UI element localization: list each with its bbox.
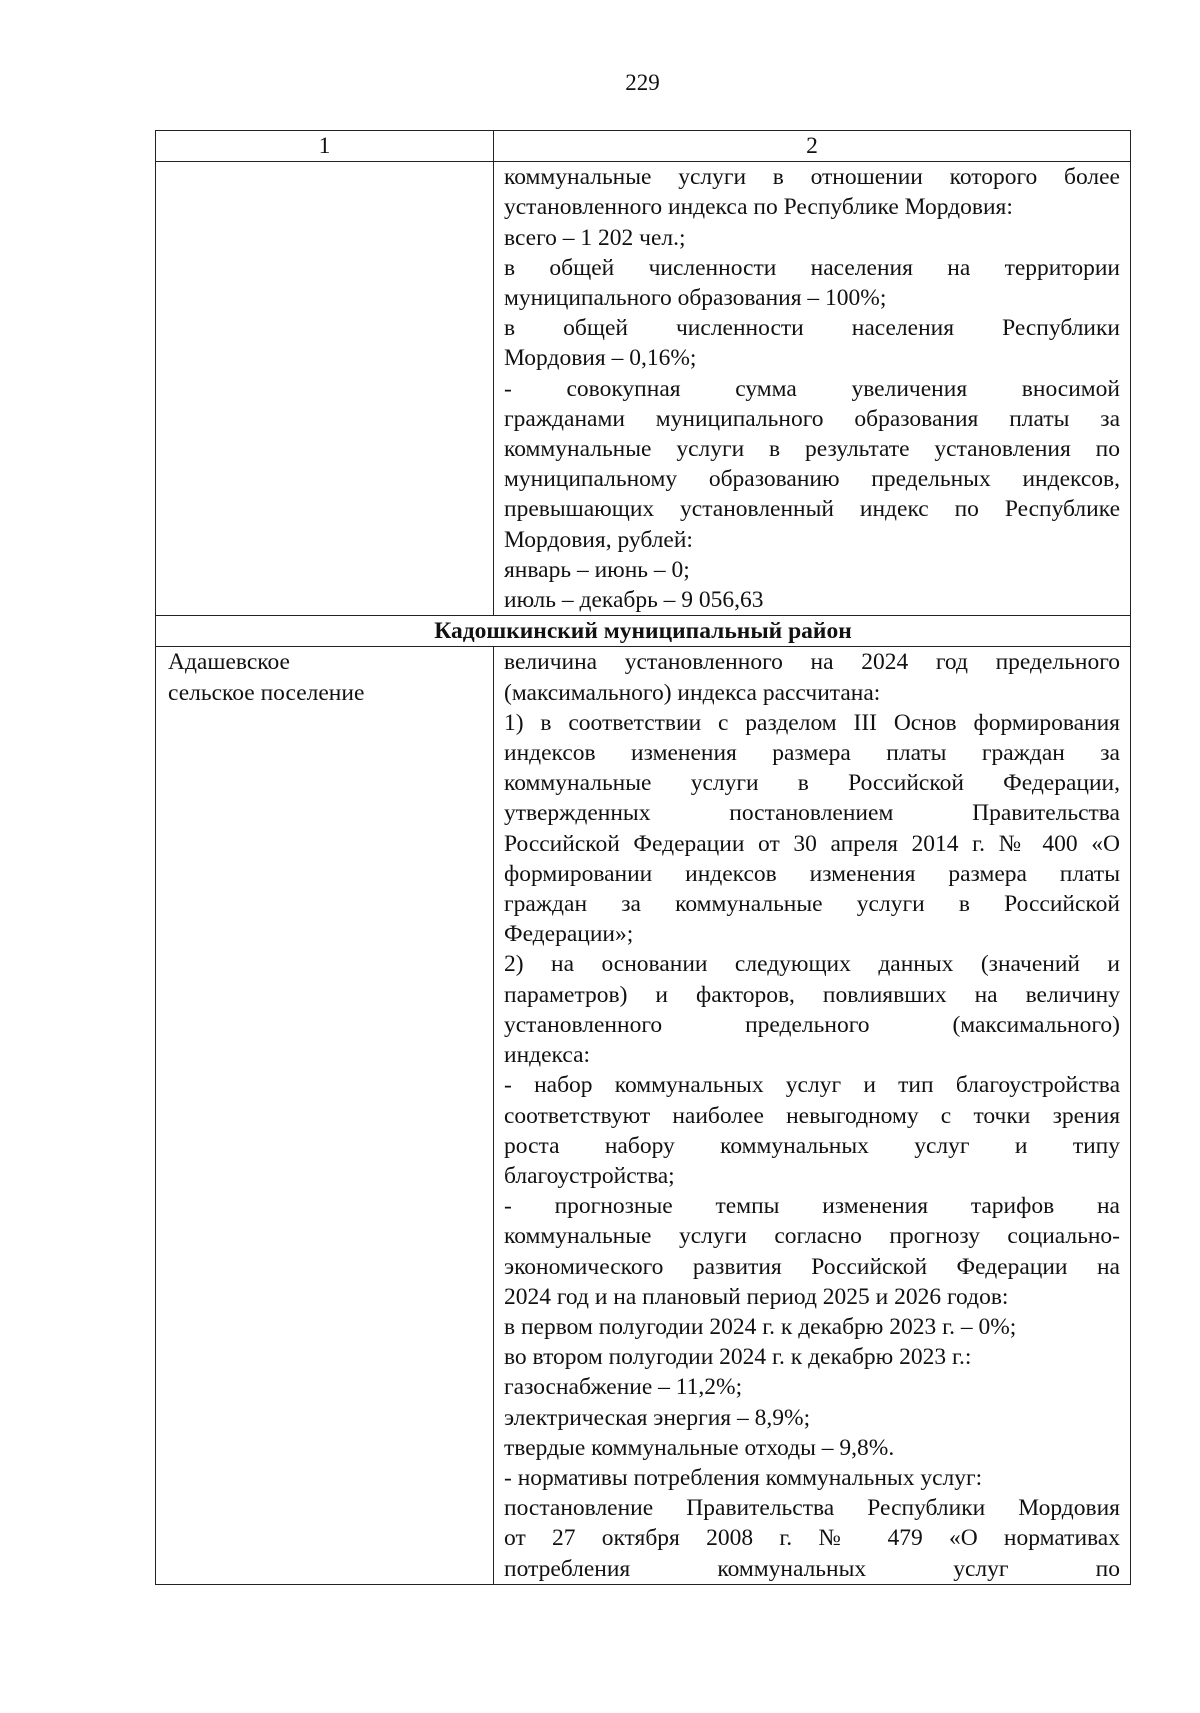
table-header-row bbox=[156, 131, 1131, 162]
text-line: 1) в соответствии с разделом III Основ формирования bbox=[504, 709, 1120, 736]
municipality-name: Адашевское bbox=[168, 649, 290, 676]
municipality-cell bbox=[156, 647, 494, 1584]
text-line: в общей численности населения на территории bbox=[504, 254, 1120, 281]
text-line: январь – июнь – 0; bbox=[504, 556, 690, 583]
text-line: во втором полугодии 2024 г. к декабрю 2023 г.: bbox=[504, 1344, 972, 1371]
text-line: электрическая энергия – 8,9%; bbox=[504, 1404, 811, 1431]
text-line: установленного предельного (максимального) bbox=[504, 1011, 1120, 1038]
text-line: Мордовия – 0,16%; bbox=[504, 345, 697, 372]
table-row bbox=[156, 647, 1131, 1584]
text-line: от 27 октября 2008 г. № 479 «О нормативах bbox=[504, 1525, 1120, 1552]
text-line: июль – декабрь – 9 056,63 bbox=[504, 587, 764, 614]
document-table bbox=[155, 130, 1131, 1585]
text-line: экономического развития Российской Федерации на bbox=[504, 1253, 1120, 1280]
column-header-2: 2 bbox=[494, 131, 1131, 162]
page-number: 229 bbox=[625, 70, 660, 95]
text-line: индексов изменения размера платы граждан за bbox=[504, 740, 1120, 767]
text-line: роста набору коммунальных услуг и типу bbox=[504, 1132, 1120, 1159]
section-header-row bbox=[156, 616, 1131, 647]
text-line: индекса: bbox=[504, 1042, 591, 1069]
text-line: формировании индексов изменения размера платы bbox=[504, 860, 1120, 887]
text-line: - прогнозные темпы изменения тарифов на bbox=[504, 1193, 1120, 1220]
section-title: Кадошкинский муниципальный район bbox=[156, 616, 1131, 647]
text-line: превышающих установленный индекс по Республике bbox=[504, 496, 1120, 523]
text-line: утвержденных постановлением Правительства bbox=[504, 800, 1120, 827]
continued-text-cell bbox=[494, 162, 1131, 616]
empty-municipality-cell bbox=[156, 162, 494, 616]
text-line: величина установленного на 2024 год предельного bbox=[504, 649, 1120, 676]
text-line: - совокупная сумма увеличения вносимой bbox=[504, 375, 1120, 402]
text-line: всего – 1 202 чел.; bbox=[504, 224, 686, 251]
text-line: соответствуют наиболее невыгодному с точки зрения bbox=[504, 1102, 1120, 1129]
table-row-continued bbox=[156, 162, 1131, 616]
text-line: коммунальные услуги в отношении которого более bbox=[504, 164, 1120, 191]
text-line: Российской Федерации от 30 апреля 2014 г. № 400 «О bbox=[504, 830, 1120, 857]
text-line: 2) на основании следующих данных (значений и bbox=[504, 951, 1120, 978]
text-line: муниципальному образованию предельных индексов, bbox=[504, 466, 1120, 493]
text-line: потребления коммунальных услуг по bbox=[504, 1555, 1120, 1582]
text-line: благоустройства; bbox=[504, 1162, 675, 1189]
text-line: параметров) и факторов, повлиявших на величину bbox=[504, 981, 1120, 1008]
text-line: муниципального образования – 100%; bbox=[504, 285, 887, 312]
municipality-type: сельское поселение bbox=[168, 679, 365, 706]
text-line: в общей численности населения Республики bbox=[504, 315, 1120, 342]
text-line: коммунальные услуги согласно прогнозу социально- bbox=[504, 1223, 1120, 1250]
text-line: коммунальные услуги в результате установления по bbox=[504, 436, 1120, 463]
column-header-1: 1 bbox=[156, 131, 494, 162]
text-line: 2024 год и на плановый период 2025 и 2026 годов: bbox=[504, 1283, 1009, 1310]
text-line: установленного индекса по Республике Мордовия: bbox=[504, 194, 1013, 221]
text-line: Мордовия, рублей: bbox=[504, 526, 693, 553]
text-line: в первом полугодии 2024 г. к декабрю 2023 г. – 0%; bbox=[504, 1313, 1017, 1340]
text-line: Федерации»; bbox=[504, 921, 634, 948]
text-line: гражданами муниципального образования платы за bbox=[504, 405, 1120, 432]
text-line: (максимального) индекса рассчитана: bbox=[504, 679, 881, 706]
description-cell bbox=[494, 647, 1131, 1584]
text-line: твердые коммунальные отходы – 9,8%. bbox=[504, 1434, 895, 1461]
text-line: - набор коммунальных услуг и тип благоустройства bbox=[504, 1072, 1120, 1099]
text-line: газоснабжение – 11,2%; bbox=[504, 1374, 743, 1401]
text-line: постановление Правительства Республики Мордовия bbox=[504, 1495, 1120, 1522]
text-line: граждан за коммунальные услуги в Российской bbox=[504, 891, 1120, 918]
text-line: коммунальные услуги в Российской Федерации, bbox=[504, 770, 1120, 797]
text-line: - нормативы потребления коммунальных услуг: bbox=[504, 1464, 983, 1491]
